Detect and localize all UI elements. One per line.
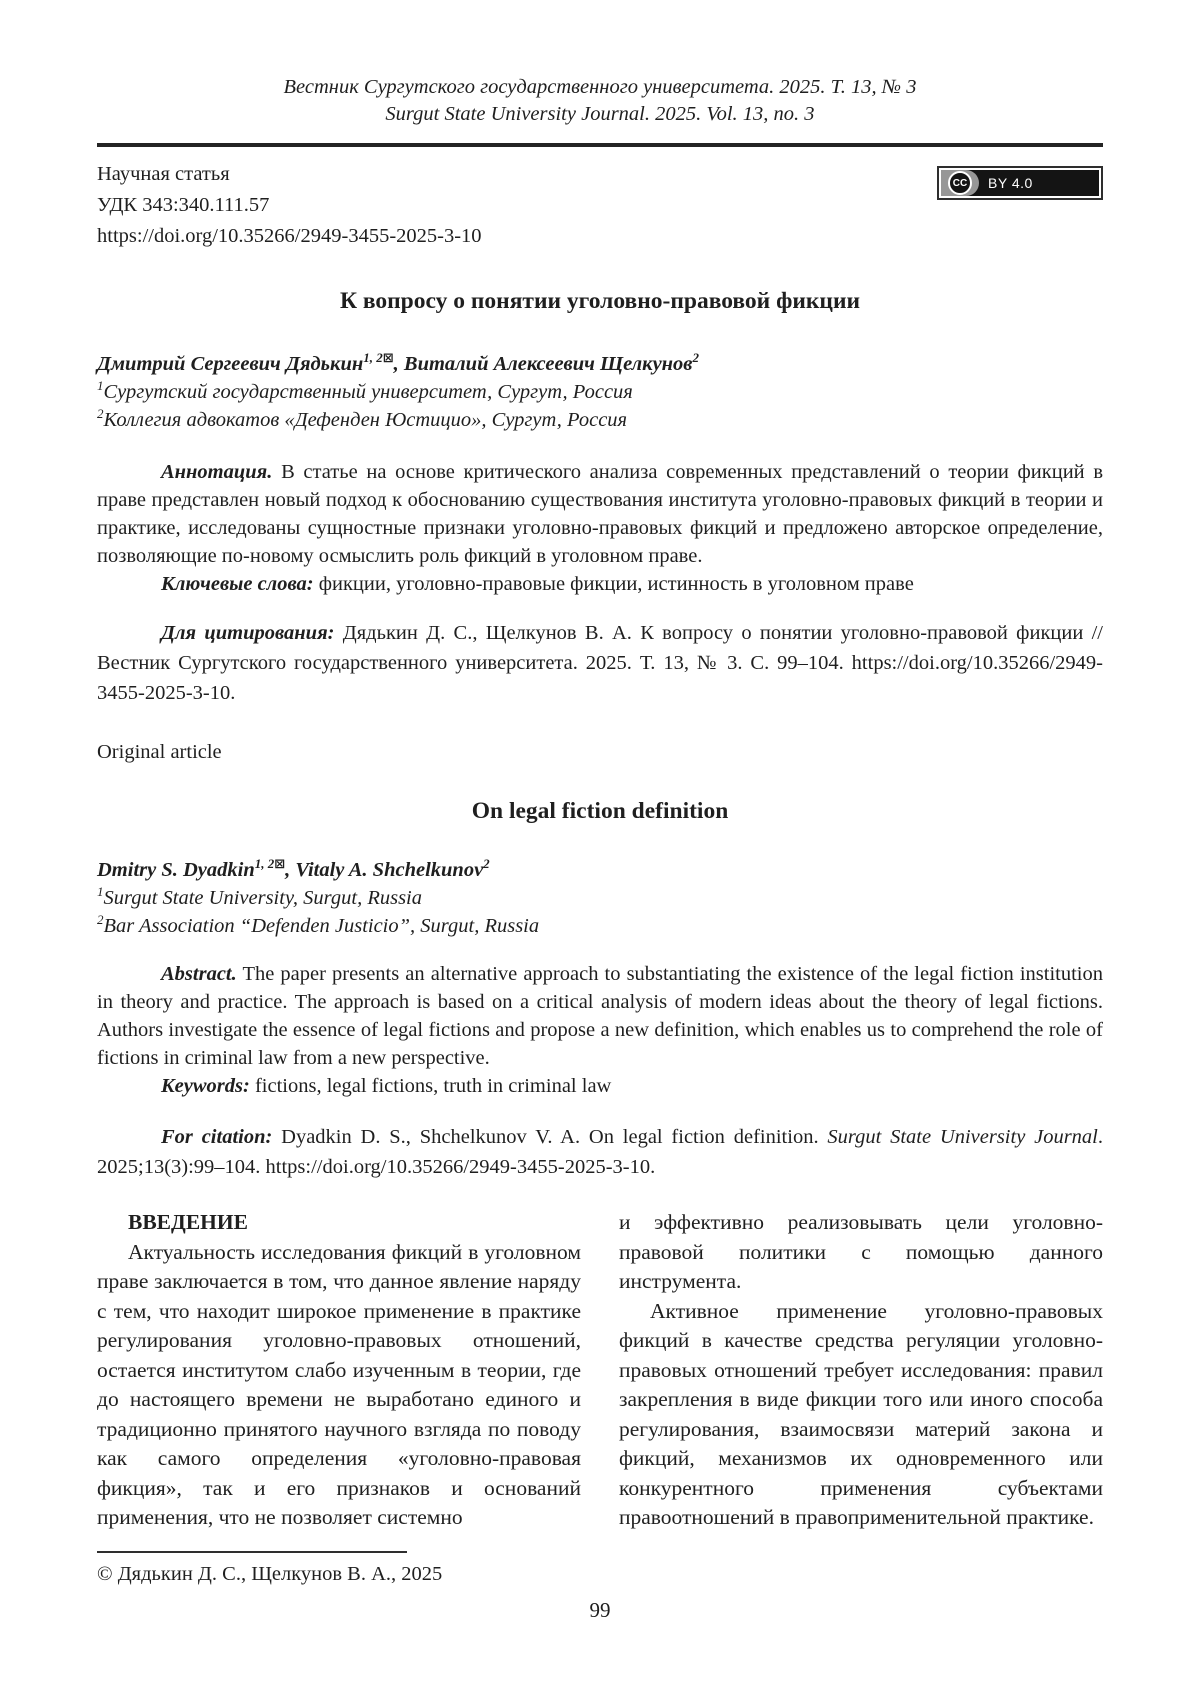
introduction-heading: ВВЕДЕНИЕ	[128, 1210, 248, 1234]
affiliation-ru-1-text: Сургутский государственный университет, Сургут, Россия	[103, 381, 633, 403]
author-ru-1-name: Дмитрий Сергеевич Дядькин	[97, 353, 364, 375]
affiliation-en-2-sup: 2	[97, 912, 104, 928]
introduction-section	[97, 1208, 1103, 1533]
cc-license-label: BY 4.0	[988, 174, 1033, 191]
page-footer	[97, 1551, 1103, 1623]
author-en-2-name: Vitaly A. Shchelkunov	[295, 859, 484, 881]
citation-en-label: For citation:	[161, 1126, 273, 1148]
author-en-2-superscript: 2	[483, 856, 490, 872]
citation-en-suffix: . 2025;13(3):99–104. https://doi.org/10.35266/2949-3455-2025-3-10.	[97, 1126, 1104, 1178]
author-en-1-affil-numbers: 1, 2	[254, 856, 275, 872]
article-title-ru: К вопросу о понятии уголовно-правовой фикции	[339, 288, 861, 314]
running-header	[97, 74, 1103, 147]
article-title-en: On legal fiction definition	[471, 798, 729, 824]
page-number: 99	[589, 1597, 611, 1622]
intro-right-paragraph-1: и эффективно реализовывать цели уголовно-правовой политики с помощью данного инструмента.	[619, 1210, 1103, 1293]
abstract-en-text: The paper presents an alternative approach to substantiating the existence of the legal fiction institution in theory and practice. The approach is based on a critical analysis of modern ideas about the theory of legal fictions. Authors investigate the essence of legal fictions and propose a new definition, which enables us to comprehend the role of fictions in criminal law from a new perspective.	[97, 963, 1103, 1069]
author-ru-1-superscript	[363, 350, 393, 365]
cc-icon: CC	[948, 171, 972, 195]
article-meta-block	[97, 159, 1103, 252]
author-ru-1-affil-numbers: 1, 2	[363, 350, 383, 366]
affiliation-en-2-text: Bar Association “Defenden Justicio”, Surgut, Russia	[103, 915, 540, 937]
affiliation-ru-2-text: Коллегия адвокатов «Дефенден Юстицио», Сургут, Россия	[103, 409, 628, 431]
right-column	[619, 1208, 1103, 1533]
cc-badge-core	[941, 170, 1099, 196]
author-en-1-name: Dmitry S. Dyadkin	[97, 859, 255, 881]
cc-license-badge	[937, 166, 1103, 200]
email-envelope-icon: ⊠	[382, 351, 394, 367]
authors-ru	[97, 350, 1103, 378]
affiliation-ru-2	[97, 406, 1103, 434]
header-divider	[97, 143, 1103, 147]
cc-logo-panel	[941, 170, 979, 196]
abstract-ru-text: В статье на основе критического анализа современных представлений о теории фикций в праве представлен новый подход к обоснованию существования института уголовно-правовых фикций в теории и практике, исследованы сущностные признаки уголовно-правовых фикций и предложено авторское определение, позволяющие по-новому осмыслить роль фикций в уголовном праве.	[97, 461, 1103, 567]
email-envelope-icon: ⊠	[274, 857, 286, 873]
udc-code: УДК 343:340.111.57	[97, 194, 270, 216]
citation-en-prefix: Dyadkin D. S., Shchelkunov V. A. On legal fiction definition.	[281, 1126, 828, 1148]
affiliation-en-2	[97, 912, 1103, 940]
left-column	[97, 1208, 581, 1533]
author-ru-2-superscript: 2	[692, 350, 699, 366]
footnote-divider	[97, 1551, 407, 1553]
citation-en	[97, 1122, 1103, 1182]
keywords-ru-label: Ключевые слова:	[161, 573, 314, 595]
affiliation-en-1-sup: 1	[97, 884, 104, 900]
keywords-ru	[97, 570, 1103, 598]
citation-ru	[97, 618, 1103, 708]
running-header-line-ru: Вестник Сургутского государственного университета. 2025. Т. 13, № 3	[283, 76, 917, 98]
citation-ru-text: Дядькин Д. С., Щелкунов В. А. К вопросу о понятии уголовно-правовой фикции // Вестник Сургутского государственного университета. 2025. Т. 13, № 3. С. 99–104. https://doi.org/10.35266/2949-3455-2025-3-10.	[97, 622, 1103, 704]
affiliation-ru-2-sup: 2	[97, 406, 104, 422]
citation-ru-label: Для цитирования:	[161, 622, 335, 644]
authors-en-separator: ,	[285, 859, 296, 881]
copyright-line: © Дядькин Д. С., Щелкунов В. А., 2025	[97, 1562, 443, 1585]
abstract-en-label: Abstract.	[161, 963, 237, 985]
author-ru-2-name: Виталий Алексеевич Щелкунов	[403, 353, 693, 375]
abstract-en	[97, 960, 1103, 1072]
affiliation-en-1-text: Surgut State University, Surgut, Russia	[103, 887, 423, 909]
affiliation-ru-1	[97, 378, 1103, 406]
keywords-en	[97, 1072, 1103, 1100]
original-article-label: Original article	[97, 741, 222, 763]
affiliation-ru-1-sup: 1	[97, 378, 104, 394]
intro-left-paragraph: Актуальность исследования фикций в уголовном праве заключается в том, что данное явление наряду с тем, что находит широкое применение в практике регулирования уголовно-правовых отношений, остается институтом слабо изученным в теории, где до настоящего времени не выработано единого и традиционно принятого научного взгляда по поводу как самого определения «уголовно-правовая фикция», так и его признаков и оснований применения, что не позволяет системно	[97, 1239, 581, 1529]
citation-en-journal: Surgut State University Journal	[827, 1126, 1098, 1148]
running-header-line-en: Surgut State University Journal. 2025. Vol. 13, no. 3	[385, 103, 815, 125]
abstract-ru	[97, 458, 1103, 570]
keywords-en-text: fictions, legal fictions, truth in criminal law	[254, 1075, 612, 1097]
authors-en	[97, 856, 1103, 884]
authors-ru-separator: ,	[393, 353, 404, 375]
doi-link: https://doi.org/10.35266/2949-3455-2025-3-10	[97, 225, 482, 247]
keywords-en-label: Keywords:	[161, 1075, 250, 1097]
author-en-1-superscript	[255, 856, 285, 871]
article-type-label: Научная статья	[97, 163, 230, 185]
abstract-ru-label: Аннотация.	[161, 461, 273, 483]
intro-right-paragraph-2: Активное применение уголовно-правовых фикций в качестве средства регуляции уголовно-правовых отношений требует исследования: правил закрепления в виде фикции того или иного способа регулирования, взаимосвязи материй закона и фикций, механизмов их одновременного или конкурентного применения субъектами правоотношений в правоприменительной практике.	[619, 1298, 1103, 1529]
keywords-ru-text: фикции, уголовно-правовые фикции, истинность в уголовном праве	[318, 573, 914, 595]
affiliation-en-1	[97, 884, 1103, 912]
